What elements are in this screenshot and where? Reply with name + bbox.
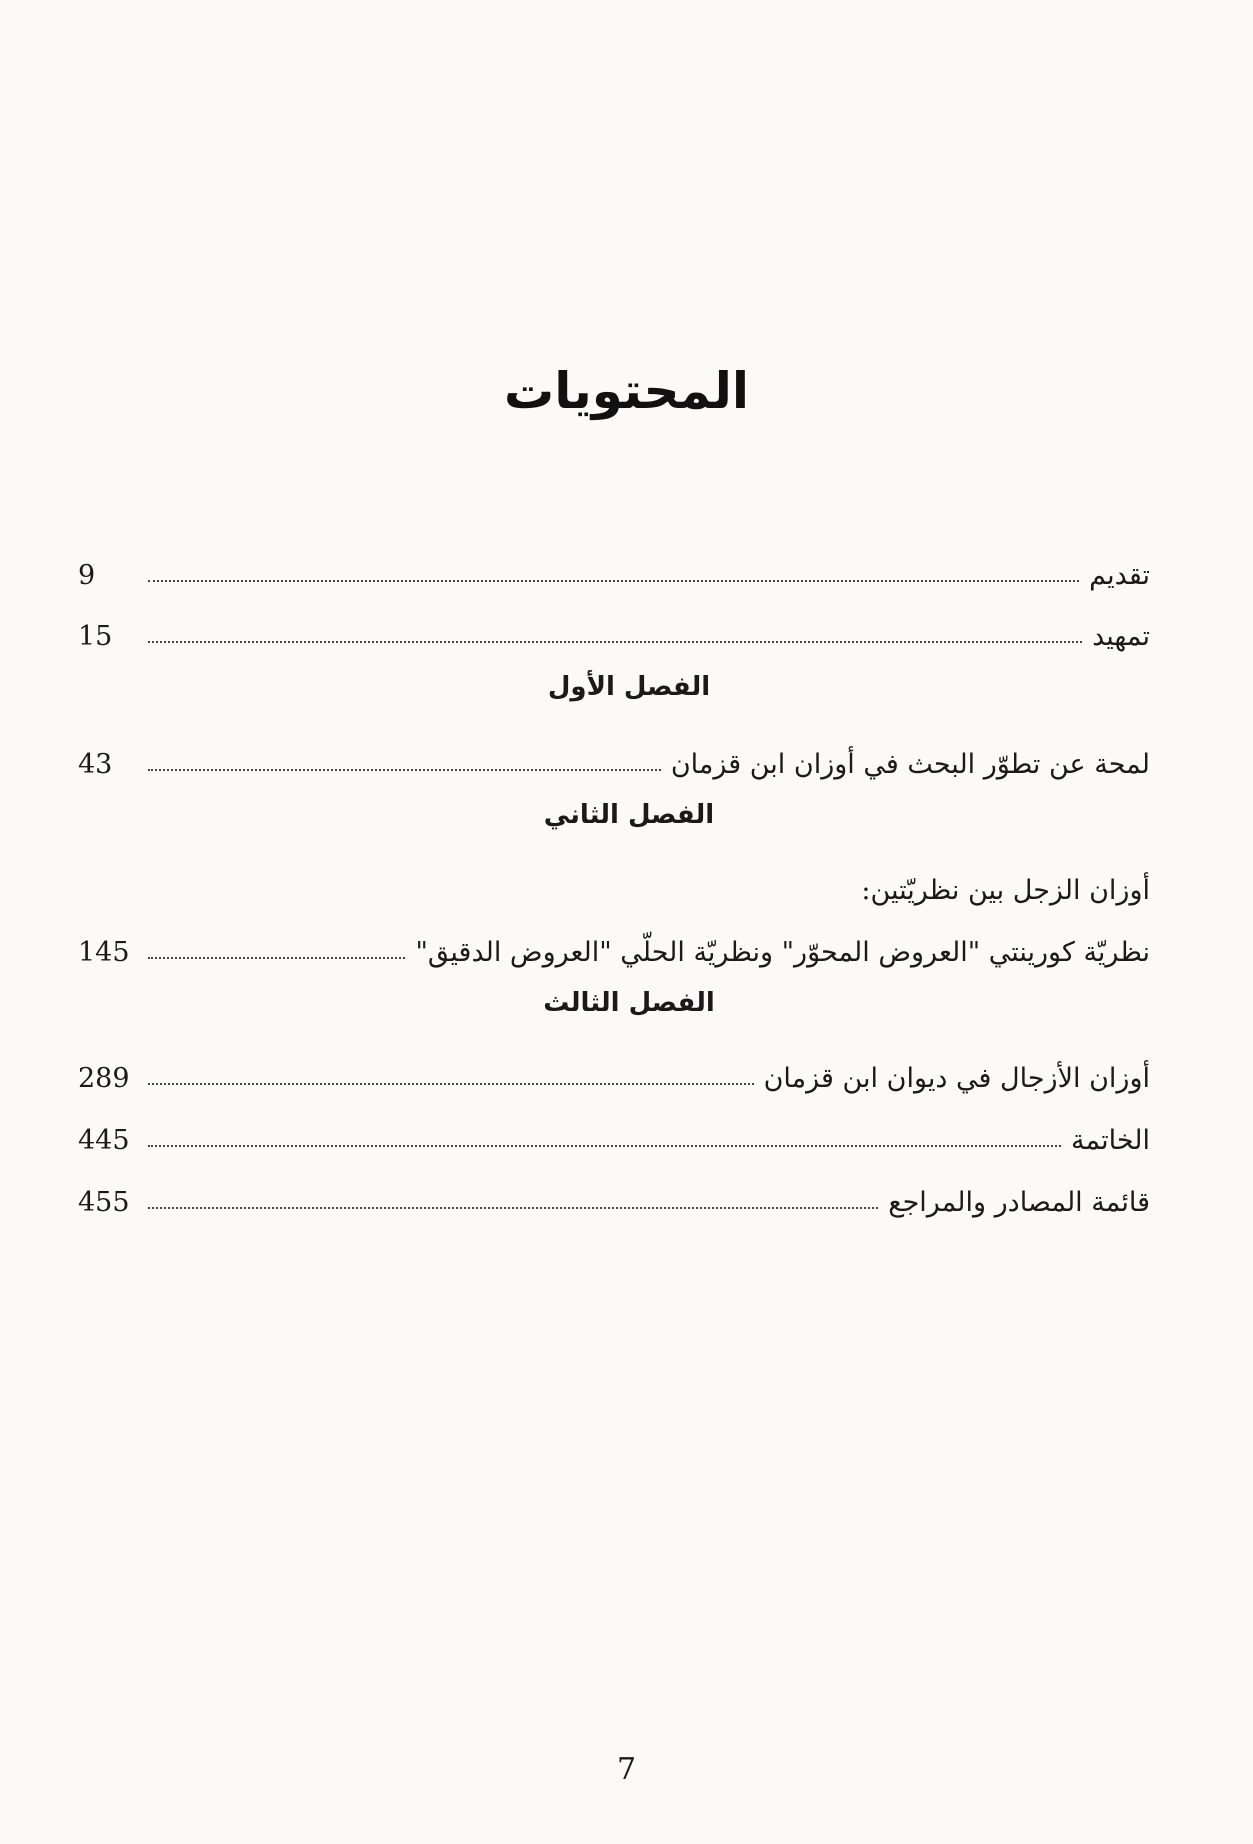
toc-entry-page: 145 <box>78 937 130 968</box>
dot-leader <box>148 1207 878 1209</box>
toc-entry-page: 455 <box>78 1187 130 1218</box>
chapter-heading-2 <box>78 800 1150 844</box>
dot-leader <box>148 580 1079 582</box>
toc-entry-label: لمحة عن تطوّر البحث في أوزان ابن قزمان <box>670 749 1150 780</box>
toc-entry-label: الخاتمة <box>1071 1125 1150 1156</box>
toc-entry-label: قائمة المصادر والمراجع <box>888 1187 1150 1218</box>
toc-entry-preface <box>78 606 1150 650</box>
dot-leader <box>148 957 405 959</box>
toc-entry-chapter-2 <box>78 922 1150 966</box>
toc-entry-label: أوزان الأزجال في ديوان ابن قزمان <box>763 1063 1150 1094</box>
page-number: 7 <box>616 1752 637 1787</box>
toc-entry-conclusion <box>78 1110 1150 1154</box>
chapter-heading-label: الفصل الأول <box>547 672 711 702</box>
page-title: المحتويات <box>503 362 750 420</box>
toc-entry-chapter-3 <box>78 1048 1150 1092</box>
toc-entry-label: تقديم <box>1089 560 1150 591</box>
chapter-heading-3 <box>78 988 1150 1032</box>
toc-entry-bibliography <box>78 1172 1150 1216</box>
toc-entry-label: تمهيد <box>1092 621 1150 652</box>
toc-entry-page: 43 <box>78 749 113 780</box>
toc-entry-page: 9 <box>78 560 96 591</box>
toc-entry-page: 15 <box>78 621 113 652</box>
toc-entry-chapter-1 <box>78 734 1150 778</box>
dot-leader <box>148 1145 1061 1147</box>
chapter-heading-1 <box>78 672 1150 716</box>
chapter-heading-label: الفصل الثالث <box>543 988 715 1018</box>
toc-entry-label: أوزان الزجل بين نظريّتين: <box>861 875 1150 906</box>
toc-entry-page: 289 <box>78 1063 130 1094</box>
toc-entry-introduction <box>78 545 1150 589</box>
toc-entry-chapter-2-intro <box>78 860 1150 904</box>
chapter-heading-label: الفصل الثاني <box>543 800 715 830</box>
dot-leader <box>148 1083 754 1085</box>
toc-entry-label: نظريّة كورينتي "العروض المحوّر" ونظريّة الحلّي "العروض الدقيق" <box>415 937 1150 968</box>
dot-leader <box>148 769 661 771</box>
toc-entry-page: 445 <box>78 1125 130 1156</box>
dot-leader <box>148 641 1082 643</box>
